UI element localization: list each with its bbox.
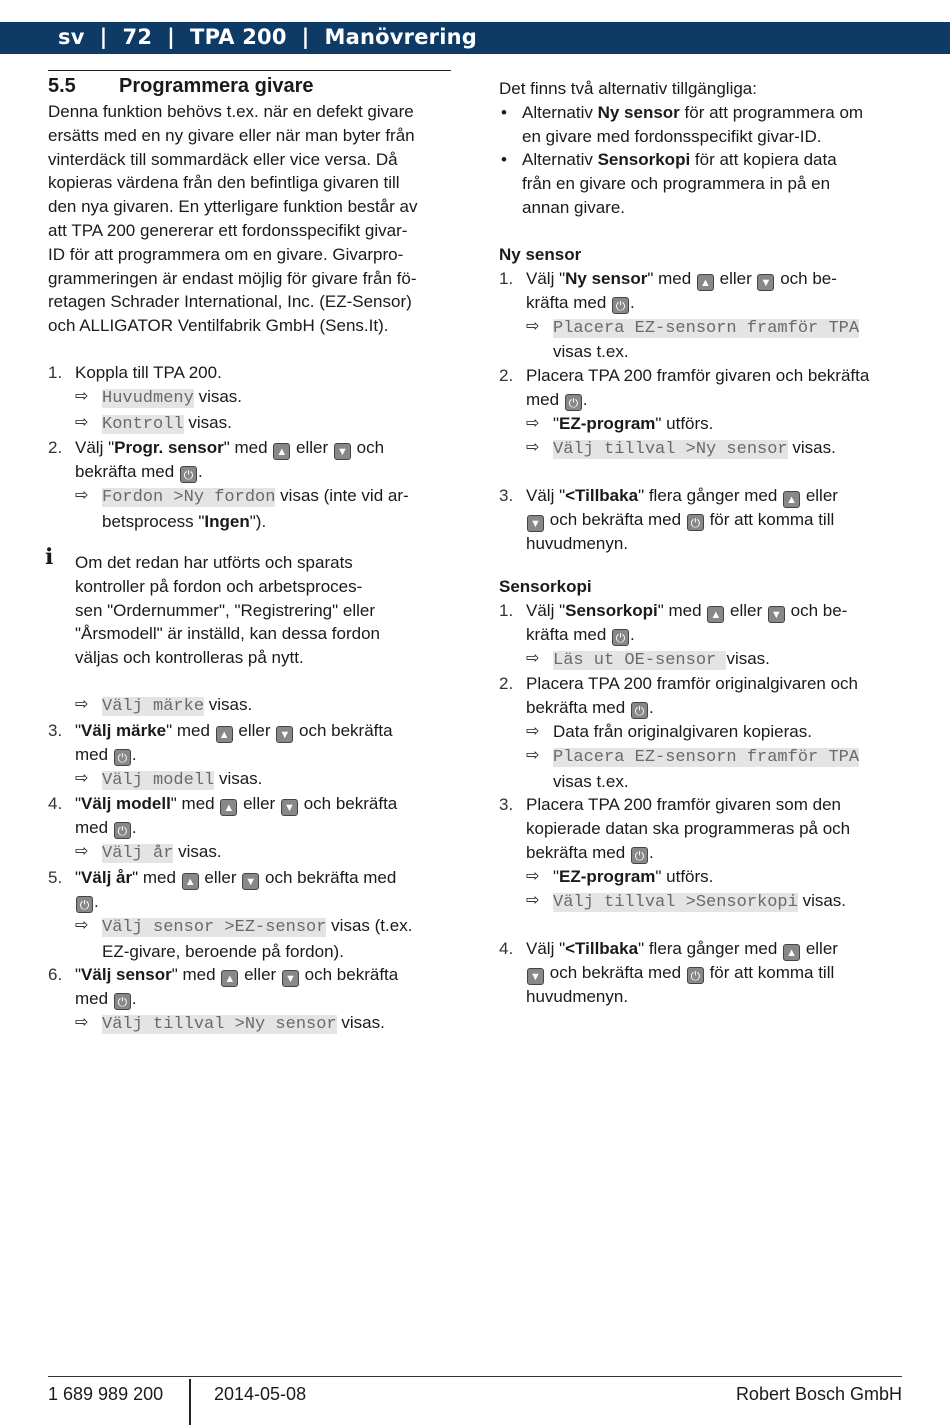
ok-button-icon: ⏻: [114, 749, 131, 766]
text: och bekräfta: [304, 965, 399, 985]
continuation-line: [499, 961, 909, 985]
section-title: Programmera givare: [119, 75, 314, 97]
list-item: [48, 361, 458, 385]
continuation-line: [499, 696, 909, 720]
result-arrow-icon: ⇨: [526, 438, 540, 456]
ok-button-icon: ⏻: [180, 466, 197, 483]
text: " med: [132, 867, 176, 887]
text: med: [75, 989, 109, 1009]
intro-line: och ALLIGATOR Ventilfabrik GmbH (Sens.It).: [48, 316, 389, 336]
continuation-line: [48, 743, 458, 767]
up-button-icon: ▲: [783, 944, 800, 961]
text: ": [553, 866, 560, 886]
text: och be-: [780, 268, 837, 288]
bold-text: Sensorkopi: [565, 600, 658, 620]
result-line: [48, 411, 458, 437]
result-line: [48, 484, 458, 510]
continuation-line: [48, 987, 458, 1011]
info-line: Om det redan har utförts och sparats: [75, 553, 353, 572]
display-text: Placera EZ-sensorn framför TPA: [553, 747, 860, 767]
intro-paragraph: [48, 100, 458, 338]
list-item: 5. "Välj år" med ▲ eller ▼ och bekräfta med: [48, 867, 397, 888]
result-arrow-icon: ⇨: [75, 1014, 89, 1032]
bullet: •: [501, 150, 507, 170]
list-item: 1. Välj "Sensorkopi" med ▲ eller ▼ och be-: [499, 600, 848, 621]
result-arrow-icon: ⇨: [75, 387, 89, 405]
bullet-item: [499, 101, 909, 149]
result-arrow-icon: ⇨: [75, 696, 89, 713]
display-text: Huvudmeny: [102, 388, 194, 408]
text: " med: [647, 268, 692, 288]
continuation-line: [499, 985, 909, 1009]
text: eller: [243, 794, 276, 814]
list-item: 4. "Välj modell" med ▲ eller ▼ och bekräfta: [48, 794, 398, 815]
continuation-line: [499, 532, 909, 556]
text: visas.: [802, 890, 847, 910]
text: " med: [166, 720, 210, 740]
step-number: 3.: [499, 486, 514, 506]
intro-line: att TPA 200 genererar ett fordonsspecifikt givar-: [48, 220, 408, 240]
list-item: 3. "Välj märke" med ▲ eller ▼ och bekräfta: [48, 720, 393, 741]
bold-text: Sensorkopi: [597, 150, 691, 170]
text: betsprocess ": [102, 511, 205, 531]
ok-button-icon: ⏻: [631, 847, 648, 864]
continuation-line: [499, 623, 909, 647]
result-line: [48, 385, 458, 411]
text: för att programmera om: [679, 102, 864, 122]
bold-text: EZ-program: [559, 866, 656, 886]
down-button-icon: ▼: [276, 726, 293, 743]
result-arrow-icon: ⇨: [526, 649, 540, 667]
text: för att kopiera data: [690, 150, 837, 170]
text: eller: [805, 486, 838, 506]
up-button-icon: ▲: [697, 274, 714, 291]
alternatives-intro: Det finns två alternativ tillgängliga:: [499, 79, 757, 98]
text: bekräfta med: [526, 698, 626, 718]
display-text: Placera EZ-sensorn framför TPA: [553, 318, 860, 338]
text: Välj: [75, 438, 104, 458]
text: Alternativ: [522, 102, 598, 122]
display-text: Välj tillval >Sensorkopi: [553, 892, 798, 912]
step-text: Placera TPA 200 framför givaren som den: [526, 795, 841, 815]
text: .: [94, 891, 99, 911]
ok-button-icon: ⏻: [114, 993, 131, 1010]
result-line: [499, 436, 909, 462]
display-text: Välj märke: [102, 697, 205, 716]
bold-text: Välj år: [81, 867, 133, 887]
bullet: •: [501, 102, 507, 122]
result-arrow-icon: ⇨: [526, 891, 540, 909]
text: visas.: [218, 768, 263, 788]
text: visas.: [208, 695, 253, 714]
subheading-ny-sensor: Ny sensor: [499, 245, 582, 264]
step-text: Koppla till TPA 200.: [75, 363, 222, 382]
up-button-icon: ▲: [216, 726, 233, 743]
text: och: [356, 438, 385, 458]
text: visas (t.ex.: [331, 915, 413, 935]
info-line: sen "Ordernummer", "Registrering" eller: [75, 600, 376, 620]
text: Välj: [526, 600, 555, 620]
section-number: 5.5: [48, 75, 76, 97]
step-number: 4.: [48, 794, 63, 814]
step-number: 1.: [48, 363, 63, 382]
down-button-icon: ▼: [334, 443, 351, 460]
text: visas.: [178, 842, 222, 862]
step-number: 1.: [499, 600, 514, 620]
info-line: väljas och kontrolleras på nytt.: [75, 648, 304, 668]
bold-text: Ny sensor: [597, 102, 680, 122]
text: bekräfta med: [75, 462, 175, 482]
text: .: [648, 842, 654, 862]
continuation-line: [499, 508, 909, 532]
up-button-icon: ▲: [783, 491, 800, 508]
down-button-icon: ▼: [527, 515, 544, 532]
header-bar: [0, 22, 950, 54]
step-text: Placera TPA 200 framför givaren och bekräfta: [526, 366, 870, 386]
text: en givare med fordonsspecifikt givar-ID.: [522, 126, 822, 146]
ok-button-icon: ⏻: [687, 967, 704, 984]
text: " med: [171, 965, 216, 985]
text: " utförs.: [655, 413, 714, 433]
list-item: [499, 672, 909, 696]
bold-text: Välj märke: [81, 720, 167, 740]
result-line: [499, 315, 909, 365]
bold-text: Välj modell: [81, 794, 171, 814]
text: med: [526, 389, 560, 409]
text: annan givare.: [522, 197, 626, 217]
down-button-icon: ▼: [768, 606, 785, 623]
intro-line: grammeringen är endast möjlig för givare från fö-: [48, 268, 417, 288]
display-text: Kontroll: [102, 414, 184, 434]
text: eller: [204, 867, 237, 887]
intro-line: vinterdäck till sommardäck eller vice versa. Då: [48, 149, 398, 169]
info-note: [45, 544, 458, 670]
text: eller: [244, 965, 277, 985]
sensorkopi-block: [499, 575, 909, 1009]
text: från en givare och programmera in på en: [522, 174, 831, 194]
intro-line: kopieras värdena från den befintliga givaren till: [48, 173, 400, 193]
result-line: [48, 767, 458, 793]
text: Data från originalgivaren kopieras.: [553, 721, 812, 741]
bold-text: <Tillbaka: [565, 939, 639, 959]
footer-rule: [48, 1376, 902, 1377]
ok-button-icon: ⏻: [631, 702, 648, 719]
text: visas t.ex.: [553, 771, 629, 791]
bold-text: Ny sensor: [565, 268, 648, 288]
text: eller: [730, 600, 763, 620]
bold-text: <Tillbaka: [565, 486, 639, 506]
display-text: Välj tillval >Ny sensor: [553, 439, 788, 459]
text: kräfta med: [526, 624, 607, 644]
info-line: "Årsmodell" är inställd, kan dessa fordon: [75, 624, 380, 644]
result-line: [499, 889, 909, 915]
continuation-line: [48, 460, 458, 484]
up-button-icon: ▲: [221, 970, 238, 987]
step-text: Placera TPA 200 framför originalgivaren och: [526, 674, 858, 694]
text: och bekräfta med: [549, 963, 682, 983]
result-arrow-icon: ⇨: [526, 722, 540, 740]
ok-button-icon: ⏻: [612, 629, 629, 646]
text: " flera gånger med: [638, 486, 778, 506]
down-button-icon: ▼: [242, 873, 259, 890]
result-arrow-icon: ⇨: [75, 916, 89, 934]
display-text: Välj år: [102, 844, 174, 864]
text: .: [630, 624, 635, 644]
down-button-icon: ▼: [527, 968, 544, 985]
down-button-icon: ▼: [757, 274, 774, 291]
continuation-line: [499, 291, 909, 315]
result-line-cont: [48, 940, 458, 964]
list-item: 6. "Välj sensor" med ▲ eller ▼ och bekräfta: [48, 965, 399, 986]
result-line: [48, 914, 458, 940]
up-button-icon: ▲: [707, 606, 724, 623]
text: visas.: [726, 648, 770, 668]
step-number: 5.: [48, 867, 63, 887]
ok-button-icon: ⏻: [687, 514, 704, 531]
result-arrow-icon: ⇨: [526, 317, 540, 335]
step-number: 2.: [499, 366, 514, 386]
result-arrow-icon: ⇨: [526, 746, 540, 764]
footer-part-number: 1 689 989 200: [48, 1384, 164, 1404]
result-line: [499, 647, 909, 673]
step-text: kopierade datan ska programmeras på och: [526, 819, 851, 839]
text: .: [630, 292, 635, 312]
subheading-sensorkopi: Sensorkopi: [499, 577, 592, 596]
steps-block-1: [48, 361, 458, 534]
text: och bekräfta: [299, 720, 393, 740]
continuation-line: [48, 890, 458, 914]
text: och bekräfta: [303, 794, 398, 814]
result-arrow-icon: ⇨: [75, 843, 89, 861]
text: kräfta med: [526, 292, 607, 312]
up-button-icon: ▲: [220, 799, 237, 816]
result-line: [48, 1011, 458, 1037]
continuation-line: [499, 841, 909, 865]
text: för att komma till: [709, 963, 835, 983]
bold-text: Ingen: [204, 511, 250, 531]
step-number: 4.: [499, 939, 514, 959]
text: huvudmenyn.: [526, 987, 629, 1007]
text: visas (inte vid ar-: [280, 486, 409, 506]
ok-button-icon: ⏻: [612, 297, 629, 314]
down-button-icon: ▼: [281, 799, 298, 816]
text: " med: [170, 794, 215, 814]
header-title: sv | 72 | TPA 200 | Manövrering: [58, 25, 478, 49]
text: visas.: [792, 437, 836, 457]
intro-line: ersätts med en ny givare eller när man byter från: [48, 125, 415, 145]
step-number: 2.: [48, 438, 63, 458]
result-arrow-icon: ⇨: [75, 487, 89, 505]
section-rule: [48, 70, 451, 71]
text: " med: [657, 600, 702, 620]
text: ": [553, 413, 560, 433]
bold-text: Välj sensor: [81, 965, 172, 985]
ok-button-icon: ⏻: [565, 394, 582, 411]
text: visas.: [188, 412, 232, 432]
text: och be-: [790, 600, 848, 620]
list-item: 3. Välj "<Tillbaka" flera gånger med ▲ eller: [499, 486, 838, 507]
steps-block-2: [48, 693, 458, 1037]
result-arrow-icon: ⇨: [75, 769, 89, 787]
text: eller: [719, 268, 752, 288]
continuation-line: [499, 388, 909, 412]
result-line: [499, 865, 909, 889]
alternatives-block: [499, 77, 909, 220]
display-text: Välj modell: [102, 770, 215, 790]
text: " med: [223, 438, 268, 458]
step-number: 1.: [499, 268, 514, 288]
ok-button-icon: ⏻: [76, 896, 93, 913]
text: med: [75, 818, 109, 838]
up-button-icon: ▲: [273, 443, 290, 460]
result-line: [499, 744, 909, 794]
footer-divider: [189, 1379, 191, 1425]
text: .: [131, 744, 137, 764]
step-number: 2.: [499, 674, 514, 694]
text: .: [131, 818, 137, 838]
result-arrow-icon: ⇨: [526, 414, 540, 432]
text: .: [648, 698, 654, 718]
text: Alternativ: [522, 150, 598, 170]
list-item: [499, 793, 909, 841]
text: ").: [249, 511, 267, 531]
section-heading: [48, 75, 314, 98]
bold-text: Progr. sensor: [114, 438, 224, 458]
display-text: Välj sensor >EZ-sensor: [102, 917, 327, 937]
text: och bekräfta med: [549, 510, 682, 530]
text: bekräfta med: [526, 842, 626, 862]
up-button-icon: ▲: [182, 873, 199, 890]
text: " utförs.: [655, 866, 714, 886]
list-item: 2. Välj "Progr. sensor" med ▲ eller ▼ och: [48, 438, 385, 459]
text: visas.: [341, 1013, 385, 1033]
text: eller: [805, 939, 838, 959]
text: huvudmenyn.: [526, 534, 629, 554]
display-text: Fordon >Ny fordon: [102, 488, 276, 508]
result-line: [48, 693, 458, 719]
text: med: [75, 744, 109, 764]
result-line: [48, 840, 458, 866]
ny-sensor-block: [499, 243, 909, 556]
display-text: Läs ut OE-sensor: [553, 650, 727, 670]
intro-line: Denna funktion behövs t.ex. när en defekt givare: [48, 102, 414, 121]
text: eller: [296, 438, 329, 458]
intro-line: den nya givaren. En ytterligare funktion består av: [48, 197, 418, 217]
text: och bekräfta med: [264, 867, 397, 887]
text: visas t.ex.: [553, 342, 629, 362]
intro-line: retagen Schrader International, Inc. (EZ-Sensor): [48, 292, 412, 312]
result-line-cont: [48, 510, 458, 534]
text: " flera gånger med: [638, 939, 778, 959]
footer-date: 2014-05-08: [214, 1384, 307, 1404]
result-line: [499, 412, 909, 436]
info-line: kontroller på fordon och arbetsproces-: [75, 576, 363, 596]
text: Välj: [526, 486, 555, 506]
result-arrow-icon: ⇨: [526, 867, 540, 885]
text: visas.: [198, 386, 243, 406]
display-text: Välj tillval >Ny sensor: [102, 1015, 337, 1035]
step-number: 3.: [48, 720, 63, 740]
intro-line: ID för att programmera om en givare. Givarpro-: [48, 244, 404, 264]
text: EZ-givare, beroende på fordon).: [102, 941, 344, 961]
text: eller: [238, 720, 271, 740]
down-button-icon: ▼: [282, 970, 299, 987]
text: Välj: [526, 268, 555, 288]
info-icon: ℹ︎: [45, 544, 54, 569]
step-number: 6.: [48, 965, 63, 985]
list-item: 4. Välj "<Tillbaka" flera gånger med ▲ eller: [499, 939, 838, 960]
result-line: [499, 720, 909, 744]
text: .: [131, 989, 137, 1009]
continuation-line: [48, 816, 458, 840]
text: .: [197, 462, 203, 482]
step-number: 3.: [499, 795, 514, 815]
text: Välj: [526, 939, 555, 959]
footer-company: Robert Bosch GmbH: [735, 1384, 902, 1404]
bullet-item: [499, 148, 909, 219]
text: .: [582, 389, 588, 409]
bold-text: EZ-program: [559, 413, 656, 433]
list-item: 1. Välj "Ny sensor" med ▲ eller ▼ och be-: [499, 268, 837, 289]
list-item: [499, 364, 909, 388]
ok-button-icon: ⏻: [114, 822, 131, 839]
text: för att komma till: [709, 510, 835, 530]
result-arrow-icon: ⇨: [75, 413, 89, 431]
